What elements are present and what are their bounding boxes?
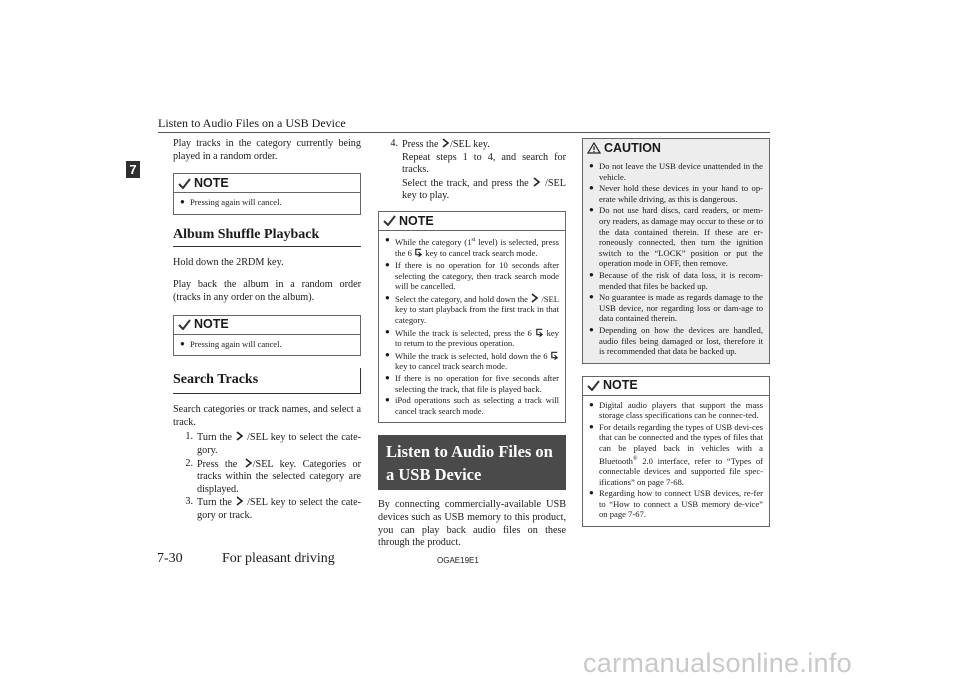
step-4-repeat: Repeat steps 1 to 4, and search for tracks. (402, 151, 566, 176)
watermark: carmanualsonline.info (583, 648, 852, 678)
caution-header (583, 139, 769, 157)
footer-code: OGAE19E1 (437, 556, 479, 565)
caution-box (582, 138, 770, 364)
return-arrow-icon (414, 247, 423, 257)
intro-paragraph: Play tracks in the category currently being played in a random order. (173, 138, 361, 162)
note-item: ● Pressing again will cancel. (180, 197, 354, 208)
step-2: 2. Press the /SEL key. Categories or tracks within the selected category are displayed. (185, 457, 361, 495)
album-paragraph-2: Play back the album in a random order (tracks in any order on the album). (173, 279, 361, 303)
note-label: NOTE (399, 213, 434, 228)
tune-knob-icon (235, 496, 244, 506)
note-header (174, 174, 360, 193)
note-label: NOTE (194, 175, 229, 190)
step-4: 4. Press the /SEL key. (390, 138, 490, 150)
search-steps (173, 431, 361, 522)
section-title-album-shuffle: Album Shuffle Playback (173, 227, 361, 247)
usb-intro-paragraph: By connecting commercially-available USB devices such as USB memory to this product, you can play back audio files on these through the product. (378, 499, 566, 549)
note-item: ● Digital audio players that support the mass storage class specifications can be connec-ted. (589, 400, 763, 421)
note-item: ● Select the category, and hold down the /SEL key to start playback from the first track in that category. (385, 293, 559, 326)
caution-item: ● Never hold these devices in your hand to op-erate while driving, as this is dangerous. (589, 183, 763, 204)
column-2 (378, 138, 566, 560)
note-label: NOTE (194, 317, 229, 332)
note-label: NOTE (603, 378, 638, 393)
caution-item: ● Do not use hard discs, card readers, or mem-ory readers, as damage may occur to these or to the data contained therein. If these are er-roneously connected, then turn the ignition switch to the “LOCK” position or put the operation mode in OFF, then remove. (589, 205, 763, 269)
note-item: ● iPod operations such as selecting a track will cancel track search mode. (385, 395, 559, 416)
tune-knob-icon (530, 293, 539, 303)
note-item: ● While the track is selected, press the 6 key to return to the previous operation. (385, 327, 559, 349)
chapter-tab: 7 (126, 161, 140, 178)
column-3 (582, 138, 770, 539)
note-icon (587, 380, 600, 391)
note-icon (178, 319, 191, 330)
album-paragraph-1: Hold down the 2RDM key. (173, 256, 284, 268)
note-box-3 (378, 211, 566, 423)
caution-label: CAUTION (604, 140, 661, 155)
tune-knob-icon (532, 177, 541, 187)
return-arrow-icon (550, 350, 559, 360)
header-rule (158, 132, 770, 133)
step-4-select: Select the track, and press the /SEL key to play. (402, 177, 566, 202)
note-icon (178, 178, 191, 189)
step-3: 3. Turn the /SEL key to select the cate-gory or track. (185, 496, 362, 521)
caution-item: ● No guarantee is made as regards damage to the USB device, nor regarding loss or dam-age to data contained therein. (589, 292, 763, 324)
note-header (174, 316, 360, 335)
note-item: ● While the category (1st level) is selected, press the 6 key to cancel track search mode. (385, 235, 559, 259)
note-icon (383, 215, 396, 226)
tune-knob-icon (244, 458, 253, 468)
note-box-2 (173, 315, 361, 357)
warning-triangle-icon (587, 142, 601, 154)
tune-knob-icon (235, 431, 244, 441)
page-number: 7-30 (157, 551, 183, 566)
section-banner: Listen to Audio Files on a USB Device (378, 435, 566, 490)
note-item: ● While the track is selected, hold down the 6 key to cancel track search mode. (385, 350, 559, 372)
note-header (379, 212, 565, 231)
footer-section: For pleasant driving (222, 551, 335, 566)
search-paragraph: Search categories or track names, and select a track. (173, 404, 361, 428)
note-header (583, 377, 769, 396)
note-item: ● Pressing again will cancel. (180, 339, 354, 350)
step-1: 1. Turn the /SEL key to select the cate-gory. (185, 431, 362, 456)
caution-item: ● Depending on how the devices are handled, audio files being damaged or lost, therefore it is recommended that data be backed up. (589, 325, 763, 357)
return-arrow-icon (535, 327, 544, 337)
running-header: Listen to Audio Files on a USB Device (158, 116, 346, 130)
search-steps-continued (378, 138, 566, 203)
column-1 (173, 138, 361, 533)
note-item: ● Regarding how to connect USB devices, re-fer to “How to connect a USB memory de-vice” on page 7-67. (589, 488, 763, 520)
note-box-4 (582, 376, 770, 527)
note-item: ● If there is no operation for 10 seconds after selecting the category, then track search mode will be cancelled. (385, 260, 559, 292)
section-title-search-tracks: Search Tracks (173, 368, 361, 394)
note-box-1 (173, 173, 361, 215)
note-item: ● For details regarding the types of USB devi-ces that can be connected and the types of files that can be played back in vehicles with a Bluetooth® 2.0 interface, refer to “Types of connectable devices and supported file spec-ifications” on page 7-68. (589, 422, 763, 487)
caution-item: ● Do not leave the USB device unattended in the vehicle. (589, 161, 763, 182)
tune-knob-icon (441, 138, 450, 148)
note-item: ● If there is no operation for five seconds after selecting the track, that file is played back. (385, 373, 559, 394)
caution-item: ● Because of the risk of data loss, it is recom-mended that files be backed up. (589, 270, 763, 291)
